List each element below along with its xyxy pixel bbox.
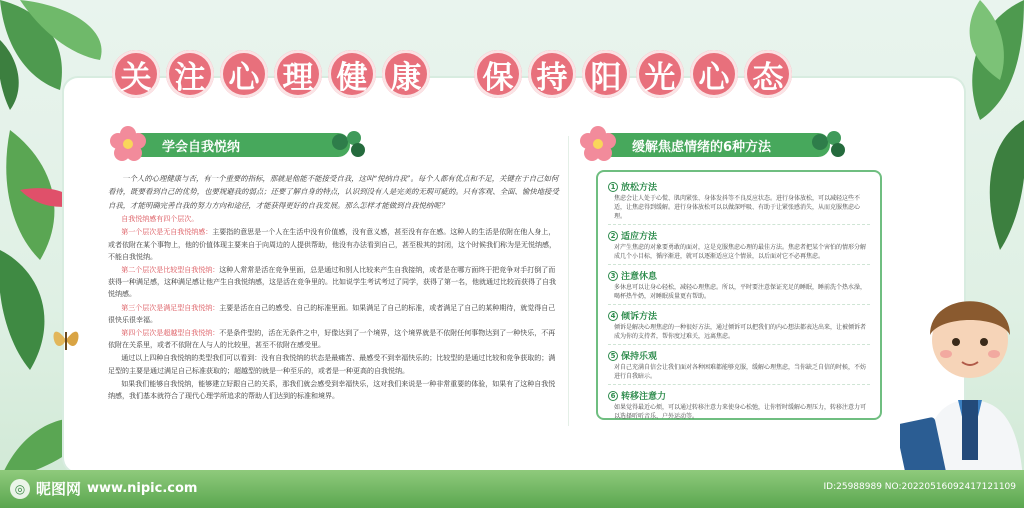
method-item — [608, 309, 870, 345]
article-paragraph: 通过以上四种自我悦纳的类型我们可以看到：没有自我悦纳的状态是最痛苦、最感受不到幸福快乐的；比较型的是通过比较和竞争获取的；满足型的主要是通过满足自己标准获取的；超越型的就是一种至乐的，或者是一种更高的自我悦纳。 — [108, 354, 556, 375]
title-char: 理 — [274, 50, 322, 98]
watermark-id: ID:25988989 NO:20220516092417121109 — [823, 482, 1016, 492]
left-article — [108, 172, 560, 403]
article-paragraph: 如果我们能够自我悦纳，能够建立好跟自己的关系，那我们就会感受到幸福快乐，这对我们来说是一种非常重要的体验，如果有了这种自我悦纳感，我们基本就符合了现代心理学所追求的帮助人们达到的标准和境界。 — [108, 379, 556, 401]
title-char: 关 — [112, 50, 160, 98]
nipic-logo-icon: ◎ — [10, 479, 30, 499]
method-title: 保持乐观 — [621, 352, 658, 362]
butterfly-icon — [52, 322, 80, 358]
article-paragraph: 第一个层次是无自我悦纳感：主要指的意思是一个人在生活中没有价值感，没有意义感，甚至没有存在感。这种人的生活是依附在他人身上，或者依附在某个事物上，他的价值体现主要来自于向周边的人提供帮助，他没有办法看到自己，甚至极其的封闭，这个时候我们称为是无悦纳感，不能自我悦纳。 — [108, 228, 556, 261]
title-char: 持 — [528, 50, 576, 98]
method-title: 注意休息 — [621, 272, 658, 282]
title-char: 态 — [744, 50, 792, 98]
intro-paragraph: 一个人的心理健康与否，有一个重要的指标，那就是他能不能接受自我，这叫“悦纳自我”。每个人都有优点和不足，关键在于自己如何看待，既要看到自己的优势，也要规避我的弱点；还要了解自身的特点，认识到没有人是完美的无瑕可疵的。只有客观、全面、愉快地接受自我，才能明确完善自我的努力方向和途径，才能获得更好的自我发展。那么怎样才能做到自我悦纳呢？ — [108, 174, 559, 210]
method-text: 多休息可以让身心轻松，减轻心理焦虑。所以，平时要注意保证充足的睡眠，睡前洗个热水澡，喝杯热牛奶，对睡眠质量更有帮助。 — [608, 283, 870, 305]
methods-box — [596, 170, 882, 420]
berries-icon — [328, 126, 372, 160]
right-section-heading — [578, 130, 808, 160]
title-char: 光 — [636, 50, 684, 98]
article-paragraph: 第二个层次是比较型自我悦纳：这种人常常是活在竞争里面，总是通过和别人比较来产生自我接纳，或者是在哪方面终于把竞争对手打倒了而获得一种满足感，这种满足感让他产生自我悦纳感，这是活在竞争里的。比如说学生考试考过了同学，获得了第一名，他就通过比较而获得了自我悦纳感。 — [108, 266, 556, 299]
levels-intro: 自我悦纳感有四个层次。 — [121, 215, 199, 224]
title-char: 阳 — [582, 50, 630, 98]
method-number: 4 — [608, 311, 618, 321]
method-item — [608, 269, 870, 305]
article-paragraph: 第四个层次是超越型自我悦纳：不是条件型的，活在无条件之中，好像达到了一个境界，这个境界就是不依附任何事物达到了一种快乐，不再依附在关系里，或者不依附在人与人的比较里，甚至不依附在感受里。 — [108, 329, 556, 350]
column-divider — [568, 136, 569, 426]
method-number: 3 — [608, 271, 618, 281]
berries-icon — [808, 126, 852, 160]
title-char: 康 — [382, 50, 430, 98]
watermark-logo-text: 昵图网 — [36, 480, 82, 498]
watermark-site: www.nipic.com — [87, 481, 198, 496]
method-text: 如果觉得最近心烦，可以通过转移注意力来使身心松弛，让你暂时缓解心理压力，转移注意力可以选择听听音乐、户外运动等。 — [614, 404, 867, 420]
right-heading-label: 缓解焦虑情绪的6种方法 — [632, 139, 772, 155]
method-item — [608, 229, 870, 265]
left-heading-label: 学会自我悦纳 — [162, 139, 241, 155]
method-text: 对自己充满自信会让我们面对各种困难都能够克服，缓解心理焦虑，当你缺乏自信的时候，不妨进行自我暗示。 — [608, 363, 870, 385]
method-item — [608, 389, 870, 424]
method-title: 倾诉方法 — [621, 312, 658, 322]
method-item — [608, 349, 870, 385]
title-char: 健 — [328, 50, 376, 98]
method-number: 6 — [608, 391, 618, 401]
left-section-heading — [108, 130, 328, 160]
title-char: 心 — [220, 50, 268, 98]
method-item — [608, 180, 870, 225]
method-title: 适应方法 — [621, 232, 658, 242]
title-char: 心 — [690, 50, 738, 98]
method-number: 1 — [608, 182, 618, 192]
method-title: 放松方法 — [621, 183, 658, 193]
method-text: 对产生焦虑的对象要勇敢的面对，这是克服焦虑心理的最佳方法。焦虑者把某个害怕的情形分解成几个小目标，循序渐进，就可以逐渐适应这个情景，以后面对它不必再焦虑。 — [608, 243, 870, 265]
method-text: 倾诉是解决心理焦虑的一种很好方法，通过倾诉可以把我们的内心想法都表达出来，让被倾诉者成为你的支持者，帮你度过难关，远离焦虑。 — [608, 323, 870, 345]
title-char: 保 — [474, 50, 522, 98]
title-char: 注 — [166, 50, 214, 98]
method-text: 焦虑会让人处于心慌、肌肉紧张、身体发抖等不良反应状态。进行身体放松，可以减轻这些不适，让焦虑得到缓解。进行身体放松可以以做深呼吸、有助于让紧张感消失，从而克服焦虑心理。 — [608, 194, 870, 225]
method-title: 转移注意力 — [621, 392, 667, 402]
watermark-left — [10, 478, 197, 499]
method-number: 2 — [608, 231, 618, 241]
method-number: 5 — [608, 351, 618, 361]
page-title — [112, 36, 792, 112]
article-paragraph: 第三个层次是满足型自我悦纳：主要是活在自己的感受、自己的标准里面。如果满足了自己的标准，或者满足了自己的某种期待，就觉得自己很快乐很幸福。 — [108, 303, 556, 324]
